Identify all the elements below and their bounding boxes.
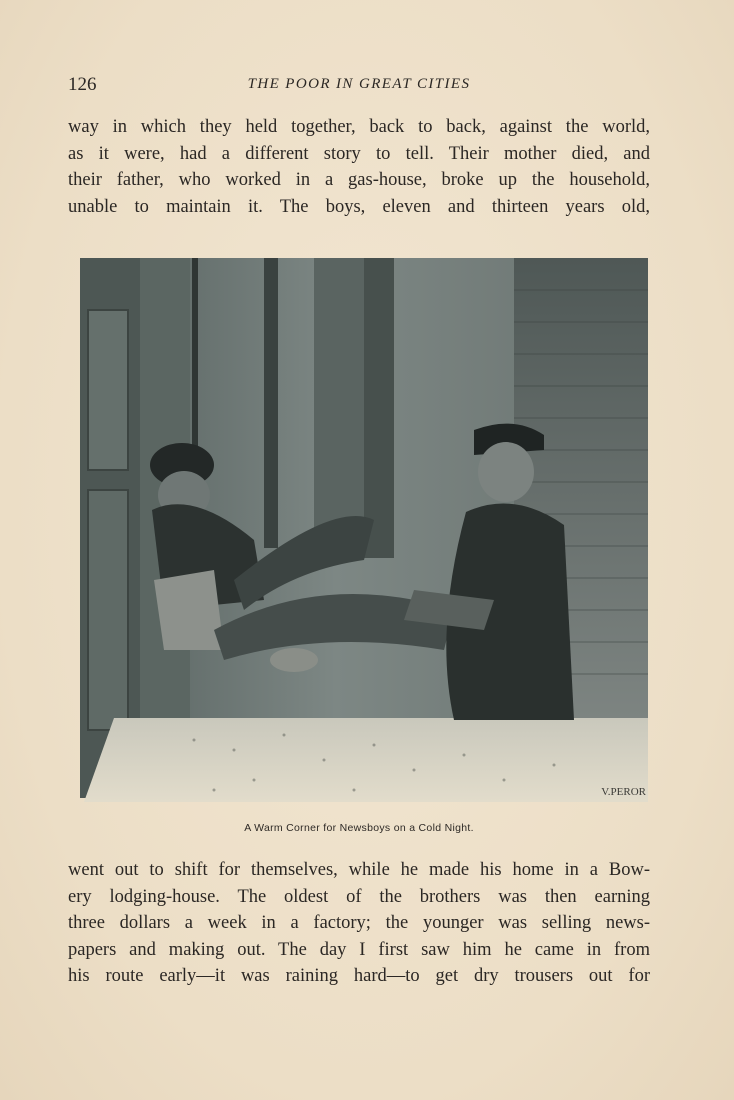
text-line: unable to maintain it. The boys, eleven and thirteen years old, <box>68 196 650 217</box>
text-line: ery lodging-house. The oldest of the brothers was then earning <box>68 886 650 907</box>
body-text-bottom <box>68 857 650 990</box>
text-line: his route early—it was raining hard—to get dry trousers out for <box>68 966 650 986</box>
text-line: their father, who worked in a gas-house, broke up the household, <box>68 170 650 190</box>
running-header <box>68 74 650 100</box>
body-text-top <box>68 114 650 220</box>
text-line: papers and making out. The day I first saw him he came in from <box>68 939 650 960</box>
illustration-drawing <box>74 250 654 808</box>
page-number: 126 <box>68 74 97 95</box>
text-line: three dollars a week in a factory; the younger was selling news- <box>68 913 650 933</box>
illustration-signature: V.PEROR <box>601 786 646 798</box>
figure-caption: A Warm Corner for Newsboys on a Cold Night. <box>244 822 474 834</box>
text-line: way in which they held together, back to back, against the world, <box>68 117 650 137</box>
text-line: as it were, had a different story to tell. Their mother died, and <box>68 143 650 164</box>
illustration-newsboys <box>74 250 654 808</box>
running-title: THE POOR IN GREAT CITIES <box>247 76 471 92</box>
text-line: went out to shift for themselves, while he made his home in a Bow- <box>68 860 650 880</box>
